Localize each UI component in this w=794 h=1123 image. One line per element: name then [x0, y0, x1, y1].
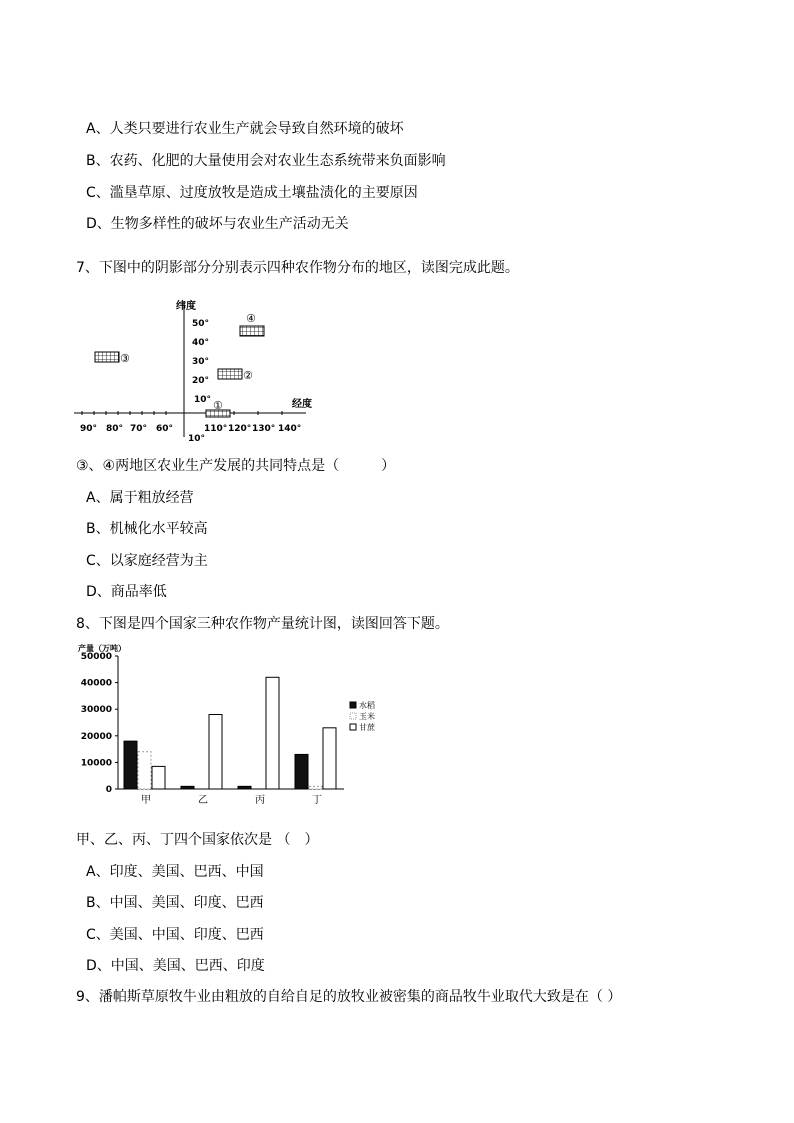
lon-tick: 90° [80, 424, 98, 434]
lat-tick: 50° [192, 319, 210, 329]
y-tick-label: 30000 [80, 705, 112, 716]
y-tick-label: 10000 [80, 758, 112, 769]
legend-swatch [350, 702, 356, 708]
q7-option-b: B、机械化水平较高 [86, 521, 208, 537]
region-3 [95, 352, 119, 362]
bar-水稻 [238, 786, 251, 789]
q8-option-c: C、美国、中国、印度、巴西 [86, 927, 264, 943]
q8-option-d: D、中国、美国、巴西、印度 [86, 958, 265, 974]
bar-甘蔗 [152, 766, 165, 789]
map-y-axis-label: 纬度 [176, 301, 196, 312]
legend-label: 水稻 [359, 701, 375, 710]
chart-y-label: 产量（万吨） [78, 644, 126, 653]
y-tick-label: 0 [105, 785, 112, 795]
lon-tick: 70° [130, 424, 148, 434]
map-x-axis-label: 经度 [292, 399, 312, 410]
region-4-label: ④ [246, 312, 256, 325]
y-tick-label: 40000 [80, 678, 112, 689]
q7-option-d: D、商品率低 [86, 584, 167, 600]
bar-水稻 [295, 754, 308, 789]
bar-玉米 [309, 786, 322, 789]
lon-tick: 130° [252, 424, 276, 434]
x-category-label: 甲 [141, 795, 151, 806]
x-category-label: 乙 [198, 795, 208, 806]
lon-tick: 60° [156, 424, 174, 434]
legend-label: 玉米 [359, 712, 375, 721]
bar-水稻 [124, 741, 137, 789]
x-category-label: 丙 [255, 795, 265, 806]
q7-question: ③、④两地区农业生产发展的共同特点是（ ） [76, 458, 396, 474]
lon-tick: 110° [204, 424, 228, 434]
region-4 [240, 326, 264, 336]
q9-stem: 9、潘帕斯草原牧牛业由粗放的自给自足的放牧业被密集的商品牧牛业取代大致是在（ ） [76, 989, 622, 1005]
region-2 [218, 369, 242, 379]
bar-甘蔗 [266, 677, 279, 789]
q8-option-a: A、印度、美国、巴西、中国 [86, 864, 264, 880]
x-category-label: 丁 [312, 795, 322, 806]
q8-question: 甲、乙、丙、丁四个国家依次是 （ ） [76, 832, 319, 848]
lon-tick: 80° [106, 424, 124, 434]
y-tick-label: 50000 [80, 652, 112, 662]
lat-tick: 30° [192, 357, 210, 367]
bar-水稻 [181, 786, 194, 789]
legend-swatch [350, 724, 356, 730]
q7-stem: 7、下图中的阴影部分分别表示四种农作物分布的地区，读图完成此题。 [76, 260, 519, 276]
region-3-label: ③ [120, 352, 130, 365]
region-2-label: ② [243, 369, 253, 382]
q8-stem: 8、下图是四个国家三种农作物产量统计图，读图回答下题。 [76, 616, 449, 632]
q8-bar-chart [74, 642, 394, 812]
y-tick-label: 20000 [80, 731, 112, 742]
region-1-label: ① [213, 399, 223, 412]
legend-label: 甘蔗 [359, 723, 375, 732]
q8-option-b: B、中国、美国、印度、巴西 [86, 895, 264, 911]
lat-tick: 10° [194, 395, 212, 405]
lat-tick: 20° [192, 376, 210, 386]
bar-玉米 [138, 752, 151, 789]
bar-甘蔗 [323, 728, 336, 789]
lon-tick: 120° [228, 424, 252, 434]
q6-option-c: C、滥垦草原、过度放牧是造成土壤盐渍化的主要原因 [86, 185, 418, 201]
legend-swatch [350, 713, 356, 719]
origin-label: 10° [188, 434, 206, 444]
q7-option-a: A、属于粗放经营 [86, 490, 194, 506]
q7-option-c: C、以家庭经营为主 [86, 553, 208, 569]
q6-option-d: D、生物多样性的破坏与农业生产活动无关 [86, 216, 349, 232]
lon-tick: 140° [278, 424, 302, 434]
q7-map-figure [70, 295, 320, 445]
bar-甘蔗 [209, 715, 222, 789]
q6-option-a: A、人类只要进行农业生产就会导致自然环境的破坏 [86, 121, 404, 137]
q6-option-b: B、农药、化肥的大量使用会对农业生态系统带来负面影响 [86, 153, 446, 169]
lat-tick: 40° [192, 338, 210, 348]
